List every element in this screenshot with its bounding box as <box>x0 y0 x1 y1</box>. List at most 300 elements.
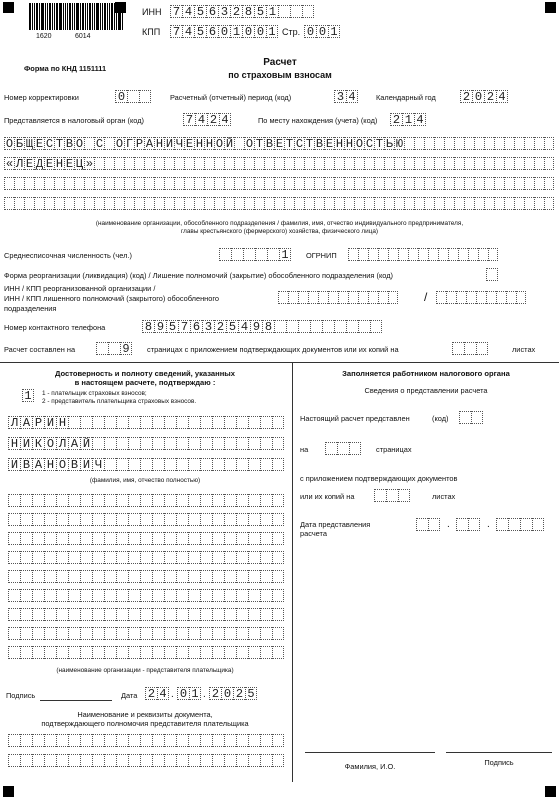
char-cell[interactable] <box>224 734 236 747</box>
char-cell[interactable] <box>14 177 24 190</box>
char-cell[interactable] <box>444 137 454 150</box>
char-cell[interactable]: 1 <box>189 687 201 700</box>
char-cell[interactable] <box>384 157 394 170</box>
char-cell[interactable] <box>188 532 200 545</box>
char-cell[interactable] <box>349 442 361 455</box>
char-cell[interactable]: 4 <box>157 687 169 700</box>
char-cell[interactable]: 5 <box>194 25 206 38</box>
char-cell[interactable] <box>444 197 454 210</box>
char-cell[interactable] <box>84 177 94 190</box>
char-cell[interactable] <box>164 513 176 526</box>
char-cell[interactable] <box>212 646 224 659</box>
char-cell[interactable]: 2 <box>214 320 226 333</box>
char-cell[interactable] <box>104 646 116 659</box>
char-cell[interactable] <box>200 734 212 747</box>
char-cell[interactable] <box>74 197 84 210</box>
char-cell[interactable] <box>194 157 204 170</box>
char-cell[interactable] <box>248 627 260 640</box>
char-cell[interactable] <box>152 646 164 659</box>
char-cell[interactable] <box>200 570 212 583</box>
char-cell[interactable]: Н <box>44 458 56 471</box>
char-cell[interactable] <box>364 197 374 210</box>
char-cell[interactable] <box>260 734 272 747</box>
char-cell[interactable] <box>188 494 200 507</box>
char-cell[interactable] <box>534 137 544 150</box>
char-cell[interactable] <box>128 513 140 526</box>
char-cell[interactable]: 1 <box>266 25 278 38</box>
char-cell[interactable] <box>104 177 114 190</box>
char-cell[interactable] <box>188 754 200 767</box>
char-cell[interactable]: 6 <box>206 5 218 18</box>
char-cell[interactable] <box>128 570 140 583</box>
char-cell[interactable] <box>476 342 488 355</box>
char-cell[interactable] <box>176 551 188 564</box>
tax-date-day[interactable] <box>416 518 440 531</box>
char-cell[interactable] <box>128 458 140 471</box>
char-cell[interactable] <box>32 646 44 659</box>
char-cell[interactable] <box>92 754 104 767</box>
char-cell[interactable] <box>8 646 20 659</box>
char-cell[interactable] <box>236 458 248 471</box>
char-cell[interactable] <box>116 458 128 471</box>
char-cell[interactable] <box>236 608 248 621</box>
char-cell[interactable] <box>164 197 174 210</box>
char-cell[interactable] <box>114 197 124 210</box>
char-cell[interactable] <box>318 291 328 304</box>
char-cell[interactable] <box>20 551 32 564</box>
char-cell[interactable] <box>174 197 184 210</box>
char-cell[interactable] <box>64 177 74 190</box>
char-cell[interactable]: Е <box>325 137 334 151</box>
char-cell[interactable] <box>231 248 243 261</box>
char-cell[interactable]: О <box>75 137 84 151</box>
char-cell[interactable]: Т <box>285 137 294 151</box>
char-cell[interactable]: О <box>5 137 14 151</box>
char-cell[interactable] <box>176 458 188 471</box>
char-cell[interactable] <box>424 197 434 210</box>
char-cell[interactable] <box>152 627 164 640</box>
char-cell[interactable]: Ь <box>385 137 394 151</box>
char-cell[interactable] <box>338 291 348 304</box>
char-cell[interactable] <box>272 646 284 659</box>
char-cell[interactable] <box>104 570 116 583</box>
char-cell[interactable] <box>274 177 284 190</box>
char-cell[interactable] <box>128 734 140 747</box>
char-cell[interactable] <box>404 197 414 210</box>
char-cell[interactable] <box>116 532 128 545</box>
char-cell[interactable] <box>272 437 284 450</box>
char-cell[interactable] <box>104 627 116 640</box>
char-cell[interactable] <box>524 137 534 150</box>
char-cell[interactable]: 0 <box>218 25 230 38</box>
char-cell[interactable] <box>544 157 554 170</box>
correction-field[interactable] <box>115 90 151 103</box>
char-cell[interactable] <box>176 416 188 429</box>
char-cell[interactable]: Ю <box>395 137 404 151</box>
char-cell[interactable] <box>116 608 128 621</box>
char-cell[interactable] <box>236 437 248 450</box>
char-cell[interactable] <box>176 627 188 640</box>
char-cell[interactable] <box>94 157 104 170</box>
char-cell[interactable] <box>164 494 176 507</box>
char-cell[interactable]: 3 <box>202 320 214 333</box>
char-cell[interactable] <box>92 494 104 507</box>
char-cell[interactable] <box>152 458 164 471</box>
char-cell[interactable] <box>224 157 234 170</box>
char-cell[interactable] <box>267 248 279 261</box>
char-cell[interactable] <box>20 513 32 526</box>
char-cell[interactable] <box>544 197 554 210</box>
char-cell[interactable]: 0 <box>242 25 254 38</box>
char-cell[interactable] <box>80 608 92 621</box>
char-cell[interactable] <box>140 551 152 564</box>
patronymic-field[interactable] <box>8 458 284 471</box>
char-cell[interactable] <box>248 734 260 747</box>
char-cell[interactable]: 0 <box>316 25 328 38</box>
char-cell[interactable] <box>44 570 56 583</box>
char-cell[interactable] <box>224 494 236 507</box>
char-cell[interactable] <box>164 177 174 190</box>
char-cell[interactable]: Т <box>375 137 384 151</box>
char-cell[interactable] <box>200 532 212 545</box>
char-cell[interactable] <box>514 177 524 190</box>
char-cell[interactable] <box>152 734 164 747</box>
char-cell[interactable] <box>224 197 234 210</box>
rep-org-line-6[interactable] <box>8 589 284 602</box>
char-cell[interactable] <box>84 137 94 150</box>
tax-sheets-field[interactable] <box>374 489 410 502</box>
char-cell[interactable] <box>534 197 544 210</box>
char-cell[interactable] <box>68 646 80 659</box>
char-cell[interactable] <box>474 197 484 210</box>
surname-field[interactable] <box>8 416 284 429</box>
char-cell[interactable]: И <box>80 458 92 471</box>
char-cell[interactable] <box>244 177 254 190</box>
char-cell[interactable] <box>140 589 152 602</box>
char-cell[interactable]: 1 <box>266 5 278 18</box>
char-cell[interactable] <box>248 458 260 471</box>
char-cell[interactable] <box>104 551 116 564</box>
org-name-line-3[interactable] <box>4 177 554 190</box>
char-cell[interactable] <box>104 608 116 621</box>
char-cell[interactable] <box>424 157 434 170</box>
char-cell[interactable]: С <box>95 137 104 151</box>
char-cell[interactable] <box>272 627 284 640</box>
char-cell[interactable] <box>370 320 382 333</box>
rep-org-line-8[interactable] <box>8 627 284 640</box>
char-cell[interactable]: 0 <box>472 90 484 103</box>
char-cell[interactable] <box>494 177 504 190</box>
char-cell[interactable] <box>92 513 104 526</box>
tax-authority-field[interactable] <box>183 113 231 126</box>
char-cell[interactable] <box>8 734 20 747</box>
char-cell[interactable] <box>20 608 32 621</box>
char-cell[interactable] <box>358 320 370 333</box>
char-cell[interactable] <box>374 177 384 190</box>
doc-line-2[interactable] <box>8 754 284 767</box>
char-cell[interactable] <box>212 416 224 429</box>
char-cell[interactable] <box>164 458 176 471</box>
char-cell[interactable] <box>484 177 494 190</box>
char-cell[interactable] <box>260 494 272 507</box>
char-cell[interactable] <box>188 608 200 621</box>
char-cell[interactable] <box>448 248 458 261</box>
char-cell[interactable] <box>322 320 334 333</box>
char-cell[interactable] <box>272 734 284 747</box>
char-cell[interactable]: 9 <box>120 342 132 355</box>
char-cell[interactable] <box>56 646 68 659</box>
char-cell[interactable] <box>80 570 92 583</box>
char-cell[interactable] <box>44 551 56 564</box>
char-cell[interactable] <box>104 137 114 150</box>
char-cell[interactable] <box>534 177 544 190</box>
char-cell[interactable] <box>224 551 236 564</box>
char-cell[interactable] <box>298 291 308 304</box>
char-cell[interactable] <box>4 177 14 190</box>
char-cell[interactable] <box>54 177 64 190</box>
char-cell[interactable] <box>514 157 524 170</box>
char-cell[interactable] <box>80 646 92 659</box>
char-cell[interactable] <box>116 754 128 767</box>
char-cell[interactable] <box>260 608 272 621</box>
char-cell[interactable] <box>298 320 310 333</box>
char-cell[interactable] <box>248 608 260 621</box>
char-cell[interactable] <box>68 608 80 621</box>
char-cell[interactable] <box>248 589 260 602</box>
char-cell[interactable] <box>68 494 80 507</box>
char-cell[interactable]: 4 <box>219 113 231 126</box>
char-cell[interactable] <box>204 157 214 170</box>
char-cell[interactable]: 4 <box>182 25 194 38</box>
char-cell[interactable] <box>404 177 414 190</box>
char-cell[interactable] <box>92 532 104 545</box>
char-cell[interactable]: Й <box>225 137 234 151</box>
char-cell[interactable] <box>244 197 254 210</box>
char-cell[interactable] <box>104 494 116 507</box>
rep-org-line-2[interactable] <box>8 513 284 526</box>
reorg-kpp-field[interactable] <box>436 291 526 304</box>
char-cell[interactable] <box>358 248 368 261</box>
char-cell[interactable] <box>394 157 404 170</box>
char-cell[interactable] <box>68 416 80 429</box>
char-cell[interactable] <box>116 734 128 747</box>
char-cell[interactable] <box>134 157 144 170</box>
char-cell[interactable] <box>408 248 418 261</box>
char-cell[interactable]: 2 <box>484 90 496 103</box>
char-cell[interactable] <box>200 513 212 526</box>
char-cell[interactable]: Н <box>155 137 164 151</box>
char-cell[interactable] <box>374 197 384 210</box>
char-cell[interactable]: Ч <box>175 137 184 151</box>
char-cell[interactable] <box>334 197 344 210</box>
char-cell[interactable] <box>214 197 224 210</box>
tax-pages-field[interactable] <box>325 442 361 455</box>
char-cell[interactable] <box>188 458 200 471</box>
tax-fio-line[interactable] <box>305 752 435 753</box>
char-cell[interactable] <box>56 627 68 640</box>
char-cell[interactable] <box>236 589 248 602</box>
char-cell[interactable] <box>8 754 20 767</box>
char-cell[interactable] <box>104 157 114 170</box>
char-cell[interactable] <box>188 570 200 583</box>
char-cell[interactable] <box>224 458 236 471</box>
char-cell[interactable]: Е <box>275 137 284 151</box>
char-cell[interactable] <box>152 494 164 507</box>
char-cell[interactable] <box>212 627 224 640</box>
char-cell[interactable]: В <box>315 137 324 151</box>
char-cell[interactable]: Е <box>45 157 54 171</box>
char-cell[interactable] <box>494 137 504 150</box>
tax-date-year[interactable] <box>496 518 544 531</box>
char-cell[interactable] <box>68 570 80 583</box>
char-cell[interactable] <box>144 157 154 170</box>
reorg-inn-field[interactable] <box>278 291 398 304</box>
char-cell[interactable] <box>236 570 248 583</box>
char-cell[interactable] <box>454 177 464 190</box>
char-cell[interactable]: » <box>85 157 94 171</box>
char-cell[interactable]: Н <box>345 137 354 151</box>
char-cell[interactable] <box>224 437 236 450</box>
char-cell[interactable]: Ц <box>75 157 84 171</box>
char-cell[interactable] <box>260 646 272 659</box>
char-cell[interactable]: 2 <box>390 113 402 126</box>
char-cell[interactable] <box>80 532 92 545</box>
char-cell[interactable] <box>140 570 152 583</box>
char-cell[interactable]: Щ <box>25 137 34 151</box>
inn-field[interactable] <box>170 5 314 18</box>
char-cell[interactable] <box>212 570 224 583</box>
char-cell[interactable] <box>304 157 314 170</box>
char-cell[interactable] <box>140 754 152 767</box>
char-cell[interactable] <box>24 177 34 190</box>
char-cell[interactable] <box>224 570 236 583</box>
char-cell[interactable] <box>224 416 236 429</box>
char-cell[interactable] <box>174 177 184 190</box>
char-cell[interactable] <box>92 627 104 640</box>
char-cell[interactable] <box>68 513 80 526</box>
char-cell[interactable] <box>200 754 212 767</box>
char-cell[interactable]: 2 <box>230 5 242 18</box>
char-cell[interactable]: Л <box>15 157 24 171</box>
char-cell[interactable] <box>94 197 104 210</box>
char-cell[interactable] <box>134 197 144 210</box>
char-cell[interactable] <box>152 551 164 564</box>
char-cell[interactable] <box>272 458 284 471</box>
char-cell[interactable] <box>464 137 474 150</box>
char-cell[interactable]: Л <box>8 416 20 429</box>
char-cell[interactable] <box>176 734 188 747</box>
char-cell[interactable] <box>272 570 284 583</box>
name-field[interactable] <box>8 437 284 450</box>
char-cell[interactable] <box>128 646 140 659</box>
char-cell[interactable] <box>454 197 464 210</box>
char-cell[interactable] <box>56 494 68 507</box>
char-cell[interactable] <box>200 437 212 450</box>
char-cell[interactable] <box>248 551 260 564</box>
char-cell[interactable] <box>456 518 468 531</box>
char-cell[interactable] <box>434 197 444 210</box>
signature-line[interactable] <box>40 700 112 701</box>
char-cell[interactable] <box>248 570 260 583</box>
headcount-field[interactable] <box>219 248 291 261</box>
char-cell[interactable] <box>346 320 358 333</box>
char-cell[interactable] <box>344 177 354 190</box>
char-cell[interactable] <box>272 754 284 767</box>
char-cell[interactable] <box>264 197 274 210</box>
char-cell[interactable] <box>272 513 284 526</box>
char-cell[interactable]: А <box>68 437 80 450</box>
char-cell[interactable] <box>310 320 322 333</box>
char-cell[interactable] <box>524 177 534 190</box>
char-cell[interactable] <box>92 437 104 450</box>
char-cell[interactable] <box>308 291 318 304</box>
char-cell[interactable] <box>459 411 471 424</box>
char-cell[interactable] <box>278 5 290 18</box>
char-cell[interactable] <box>128 416 140 429</box>
char-cell[interactable] <box>260 513 272 526</box>
year-field[interactable] <box>460 90 508 103</box>
kpp-field[interactable] <box>170 25 278 38</box>
char-cell[interactable] <box>314 197 324 210</box>
char-cell[interactable]: Н <box>205 137 214 151</box>
char-cell[interactable]: Н <box>8 437 20 450</box>
char-cell[interactable] <box>124 157 134 170</box>
char-cell[interactable] <box>212 458 224 471</box>
char-cell[interactable] <box>96 342 108 355</box>
char-cell[interactable] <box>255 248 267 261</box>
char-cell[interactable] <box>108 342 120 355</box>
char-cell[interactable] <box>134 177 144 190</box>
char-cell[interactable] <box>8 551 20 564</box>
char-cell[interactable] <box>272 494 284 507</box>
org-name-line-1[interactable] <box>4 137 554 150</box>
char-cell[interactable] <box>464 342 476 355</box>
char-cell[interactable] <box>532 518 544 531</box>
char-cell[interactable] <box>484 137 494 150</box>
char-cell[interactable] <box>374 489 386 502</box>
char-cell[interactable] <box>32 551 44 564</box>
char-cell[interactable] <box>20 627 32 640</box>
char-cell[interactable] <box>56 513 68 526</box>
char-cell[interactable] <box>164 646 176 659</box>
char-cell[interactable] <box>64 197 74 210</box>
char-cell[interactable]: О <box>215 137 224 151</box>
char-cell[interactable] <box>14 197 24 210</box>
char-cell[interactable] <box>454 157 464 170</box>
char-cell[interactable] <box>388 291 398 304</box>
char-cell[interactable] <box>418 248 428 261</box>
char-cell[interactable] <box>272 608 284 621</box>
char-cell[interactable] <box>164 570 176 583</box>
char-cell[interactable] <box>224 532 236 545</box>
char-cell[interactable] <box>234 137 244 150</box>
char-cell[interactable]: Г <box>125 137 134 151</box>
char-cell[interactable] <box>286 320 298 333</box>
sheets-field[interactable] <box>452 342 488 355</box>
char-cell[interactable] <box>260 437 272 450</box>
char-cell[interactable] <box>128 551 140 564</box>
char-cell[interactable] <box>164 157 174 170</box>
char-cell[interactable] <box>236 734 248 747</box>
char-cell[interactable] <box>56 589 68 602</box>
char-cell[interactable] <box>428 518 440 531</box>
char-cell[interactable] <box>516 291 526 304</box>
char-cell[interactable] <box>404 137 414 150</box>
phone-field[interactable] <box>142 320 382 333</box>
char-cell[interactable] <box>236 513 248 526</box>
char-cell[interactable]: 0 <box>177 687 189 700</box>
char-cell[interactable] <box>344 157 354 170</box>
